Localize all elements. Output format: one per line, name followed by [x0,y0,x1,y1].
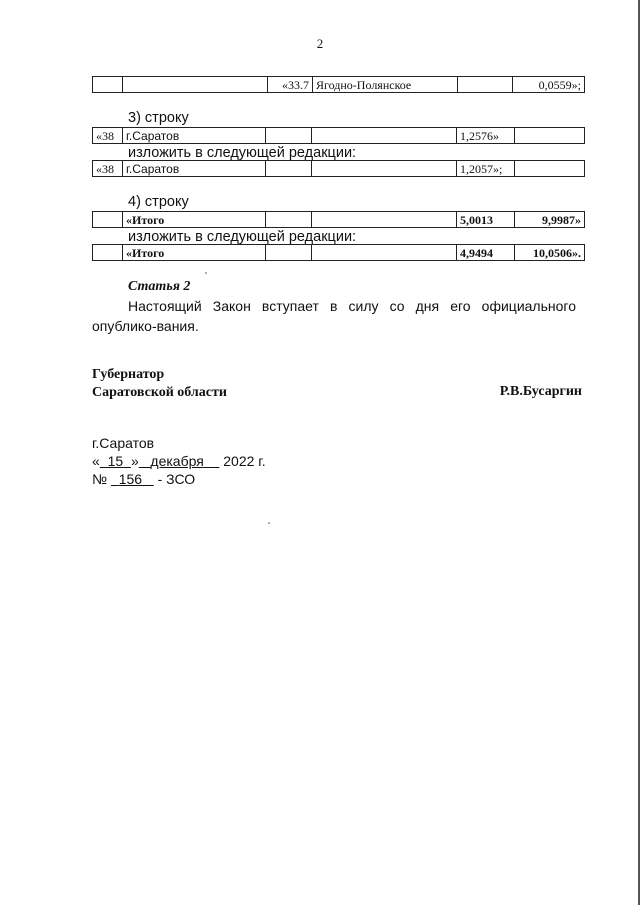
date-close-quote: » [130,453,139,469]
cell-value-2: 9,9987» [515,212,585,228]
cell-value-1: 1,2057»; [457,161,515,177]
issue-number [92,470,266,488]
date-open-quote: « [92,453,100,469]
date-day [100,453,131,469]
item3-heading: 3) строку [128,110,189,126]
scan-speck [268,522,270,524]
cell-number [93,212,123,228]
cell-empty [312,212,457,228]
item4-phrase: изложить в следующей редакции: [128,229,357,245]
table-row [93,77,585,93]
page-number: 2 [316,36,324,51]
item4-heading: 4) строку [128,194,189,210]
cell-code: «33.7 [268,77,313,93]
cell-number [93,77,123,93]
cell-value-1: 4,9494 [457,245,515,261]
number-value [111,471,154,487]
item4-new-row-table [92,244,585,261]
item3-old-row-table [92,127,585,144]
cell-number [93,245,123,261]
cell-name: «Итого [123,245,266,261]
issue-date [92,452,266,470]
cell-value-2 [515,128,585,144]
article-text: Настоящий Закон вступает в силу со дня его официального опублико-вания. [92,298,576,334]
cell-empty [312,245,457,261]
table-row [93,245,585,261]
cell-name: г.Саратов [123,161,266,177]
item3-phrase: изложить в следующей редакции: [128,145,357,161]
date-month [139,453,220,469]
cell-empty [266,128,312,144]
cell-value-1: 5,0013 [457,212,515,228]
signature-position-line1: Губернатор [92,367,165,382]
number-value-text: 156 [118,471,143,487]
cell-empty [266,161,312,177]
date-day-value: 15 [107,453,124,469]
date-month-value: декабря [150,453,204,469]
cell-empty [266,212,312,228]
issue-city: г.Саратов [92,435,155,451]
cell-number: «38 [93,161,123,177]
cell-empty [312,161,457,177]
item3-new-row-table [92,160,585,177]
article-title: Статья 2 [128,279,191,294]
cell-value-1: 1,2576» [457,128,515,144]
issue-block [92,434,266,488]
cell-value-2: 0,0559»; [513,77,585,93]
table-top-row [92,76,585,93]
number-suffix: - ЗСО [157,471,196,487]
scan-speck [205,272,207,274]
cell-name: г.Саратов [123,128,266,144]
cell-empty [266,245,312,261]
cell-number: «38 [93,128,123,144]
cell-name [123,77,268,93]
item4-old-row-table [92,211,585,228]
cell-name: «Итого [123,212,266,228]
signature-name: Р.В.Бусаргин [499,384,582,399]
cell-value-2 [515,161,585,177]
cell-value-1 [458,77,513,93]
signature-position-line2: Саратовской области [92,385,227,400]
number-prefix: № [92,471,108,487]
date-year: 2022 г. [223,453,266,469]
table-row [93,128,585,144]
cell-empty [312,128,457,144]
table-row [93,161,585,177]
cell-locality: Ягодно-Полянское [313,77,458,93]
table-row [93,212,585,228]
cell-value-2: 10,0506». [515,245,585,261]
signature-position [92,366,227,402]
